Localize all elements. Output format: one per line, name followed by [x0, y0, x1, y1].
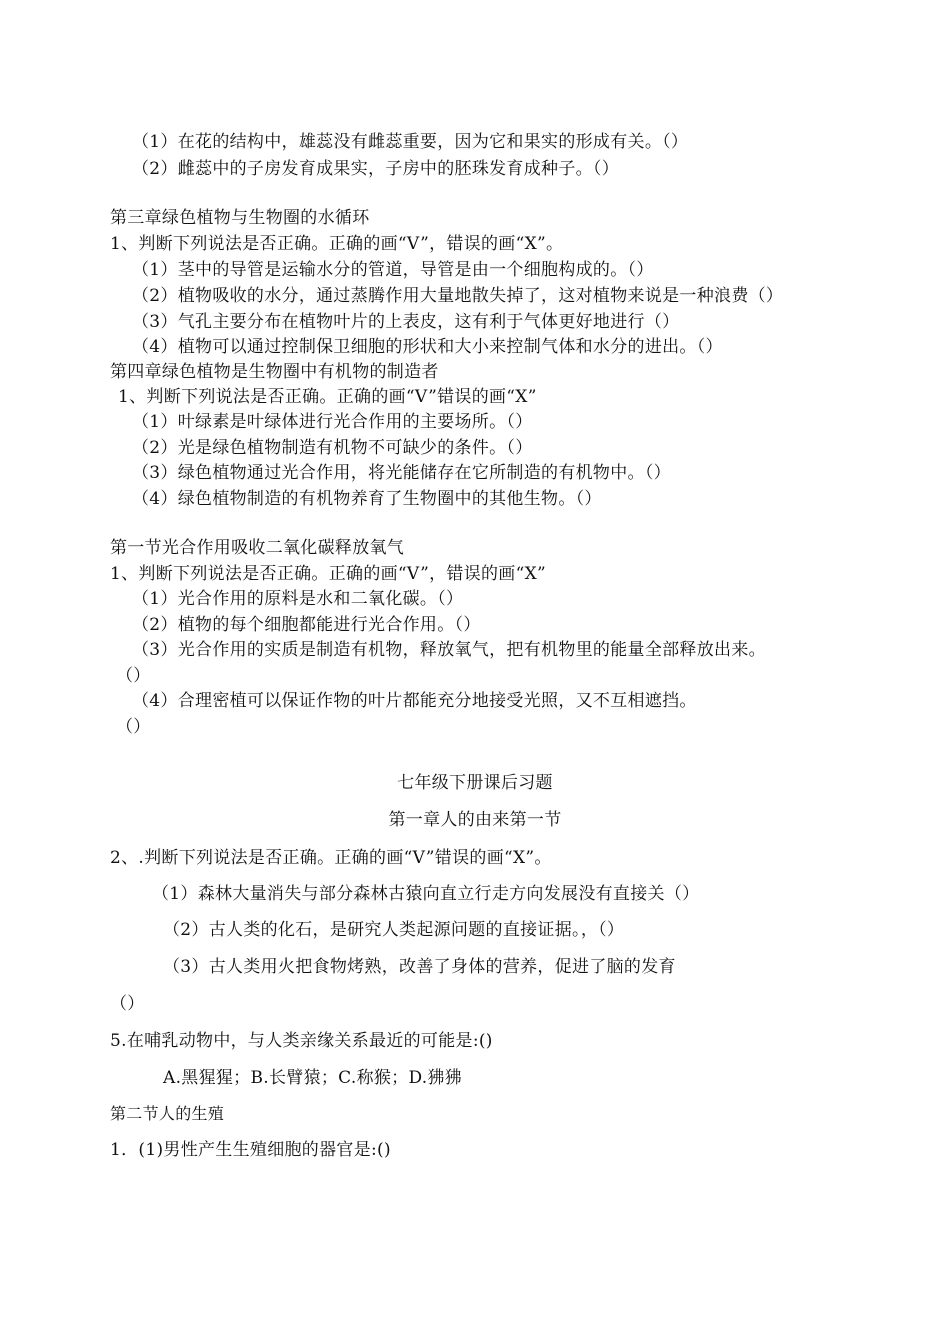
question-line: （1）光合作用的原料是水和二氧化碳。（） [132, 589, 464, 609]
chapter-title: 第一章人的由来第一节 [388, 810, 562, 830]
question-line: （4）合理密植可以保证作物的叶片都能充分地接受光照，又不互相遮挡。 [132, 691, 697, 711]
instruction-line: 2、.判断下列说法是否正确。正确的画“V”错误的画“X”。 [110, 848, 552, 868]
question-line: （1）叶绿素是叶绿体进行光合作用的主要场所。（） [132, 412, 533, 432]
chapter-heading: 第四章绿色植物是生物圈中有机物的制造者 [110, 362, 439, 382]
question-line: （1）茎中的导管是运输水分的管道，导管是由一个细胞构成的。（） [132, 260, 654, 280]
answer-bracket: （） [116, 717, 151, 737]
question-line: （4）绿色植物制造的有机物养育了生物圈中的其他生物。（） [132, 489, 602, 509]
question-line: （3）古人类用火把食物烤熟，改善了身体的营养，促进了脑的发育 [163, 957, 676, 977]
question-line: （2）植物的每个细胞都能进行光合作用。（） [132, 615, 481, 635]
instruction-line: 1、判断下列说法是否正确。正确的画“V”错误的画“X” [118, 387, 537, 407]
part-title: 七年级下册课后习题 [397, 773, 553, 793]
question-line: （2）植物吸收的水分，通过蒸腾作用大量地散失掉了，这对植物来说是一种浪费（） [132, 286, 784, 306]
question-line: （3）绿色植物通过光合作用，将光能储存在它所制造的有机物中。（） [132, 463, 671, 483]
question-line: （1）在花的结构中，雄蕊没有雌蕊重要，因为它和果实的形成有关。（） [132, 132, 689, 152]
question-line: 1．(1)男性产生生殖细胞的器官是:() [110, 1140, 391, 1160]
instruction-line: 1、判断下列说法是否正确。正确的画“V”，错误的画“X”。 [110, 234, 564, 254]
instruction-line: 1、判断下列说法是否正确。正确的画“V”，错误的画“X” [110, 564, 546, 584]
question-line: （3）光合作用的实质是制造有机物，释放氧气，把有机物里的能量全部释放出来。 [132, 640, 766, 660]
question-line: 5.在哺乳动物中，与人类亲缘关系最近的可能是:() [110, 1031, 493, 1051]
answer-options: A.黑猩猩；B.长臂猿；C.称猴；D.狒狒 [163, 1068, 463, 1088]
question-line: （3）气孔主要分布在植物叶片的上表皮，这有利于气体更好地进行（） [132, 312, 680, 332]
question-line: （2）光是绿色植物制造有机物不可缺少的条件。（） [132, 438, 533, 458]
question-line: （2）雌蕊中的子房发育成果实，子房中的胚珠发育成种子。（） [132, 159, 620, 179]
question-line: （4）植物可以通过控制保卫细胞的形状和大小来控制气体和水分的进出。（） [132, 337, 723, 357]
answer-bracket: （） [110, 994, 145, 1014]
section-heading: 第二节人的生殖 [110, 1104, 225, 1123]
section-heading: 第一节光合作用吸收二氧化碳释放氧气 [110, 538, 405, 558]
answer-bracket: （） [116, 666, 151, 686]
question-line: （1）森林大量消失与部分森林古猿向直立行走方向发展没有直接关（） [152, 884, 700, 904]
chapter-heading: 第三章绿色植物与生物圈的水循环 [110, 208, 370, 228]
question-line: （2）古人类的化石，是研究人类起源问题的直接证据。，（） [163, 920, 625, 940]
